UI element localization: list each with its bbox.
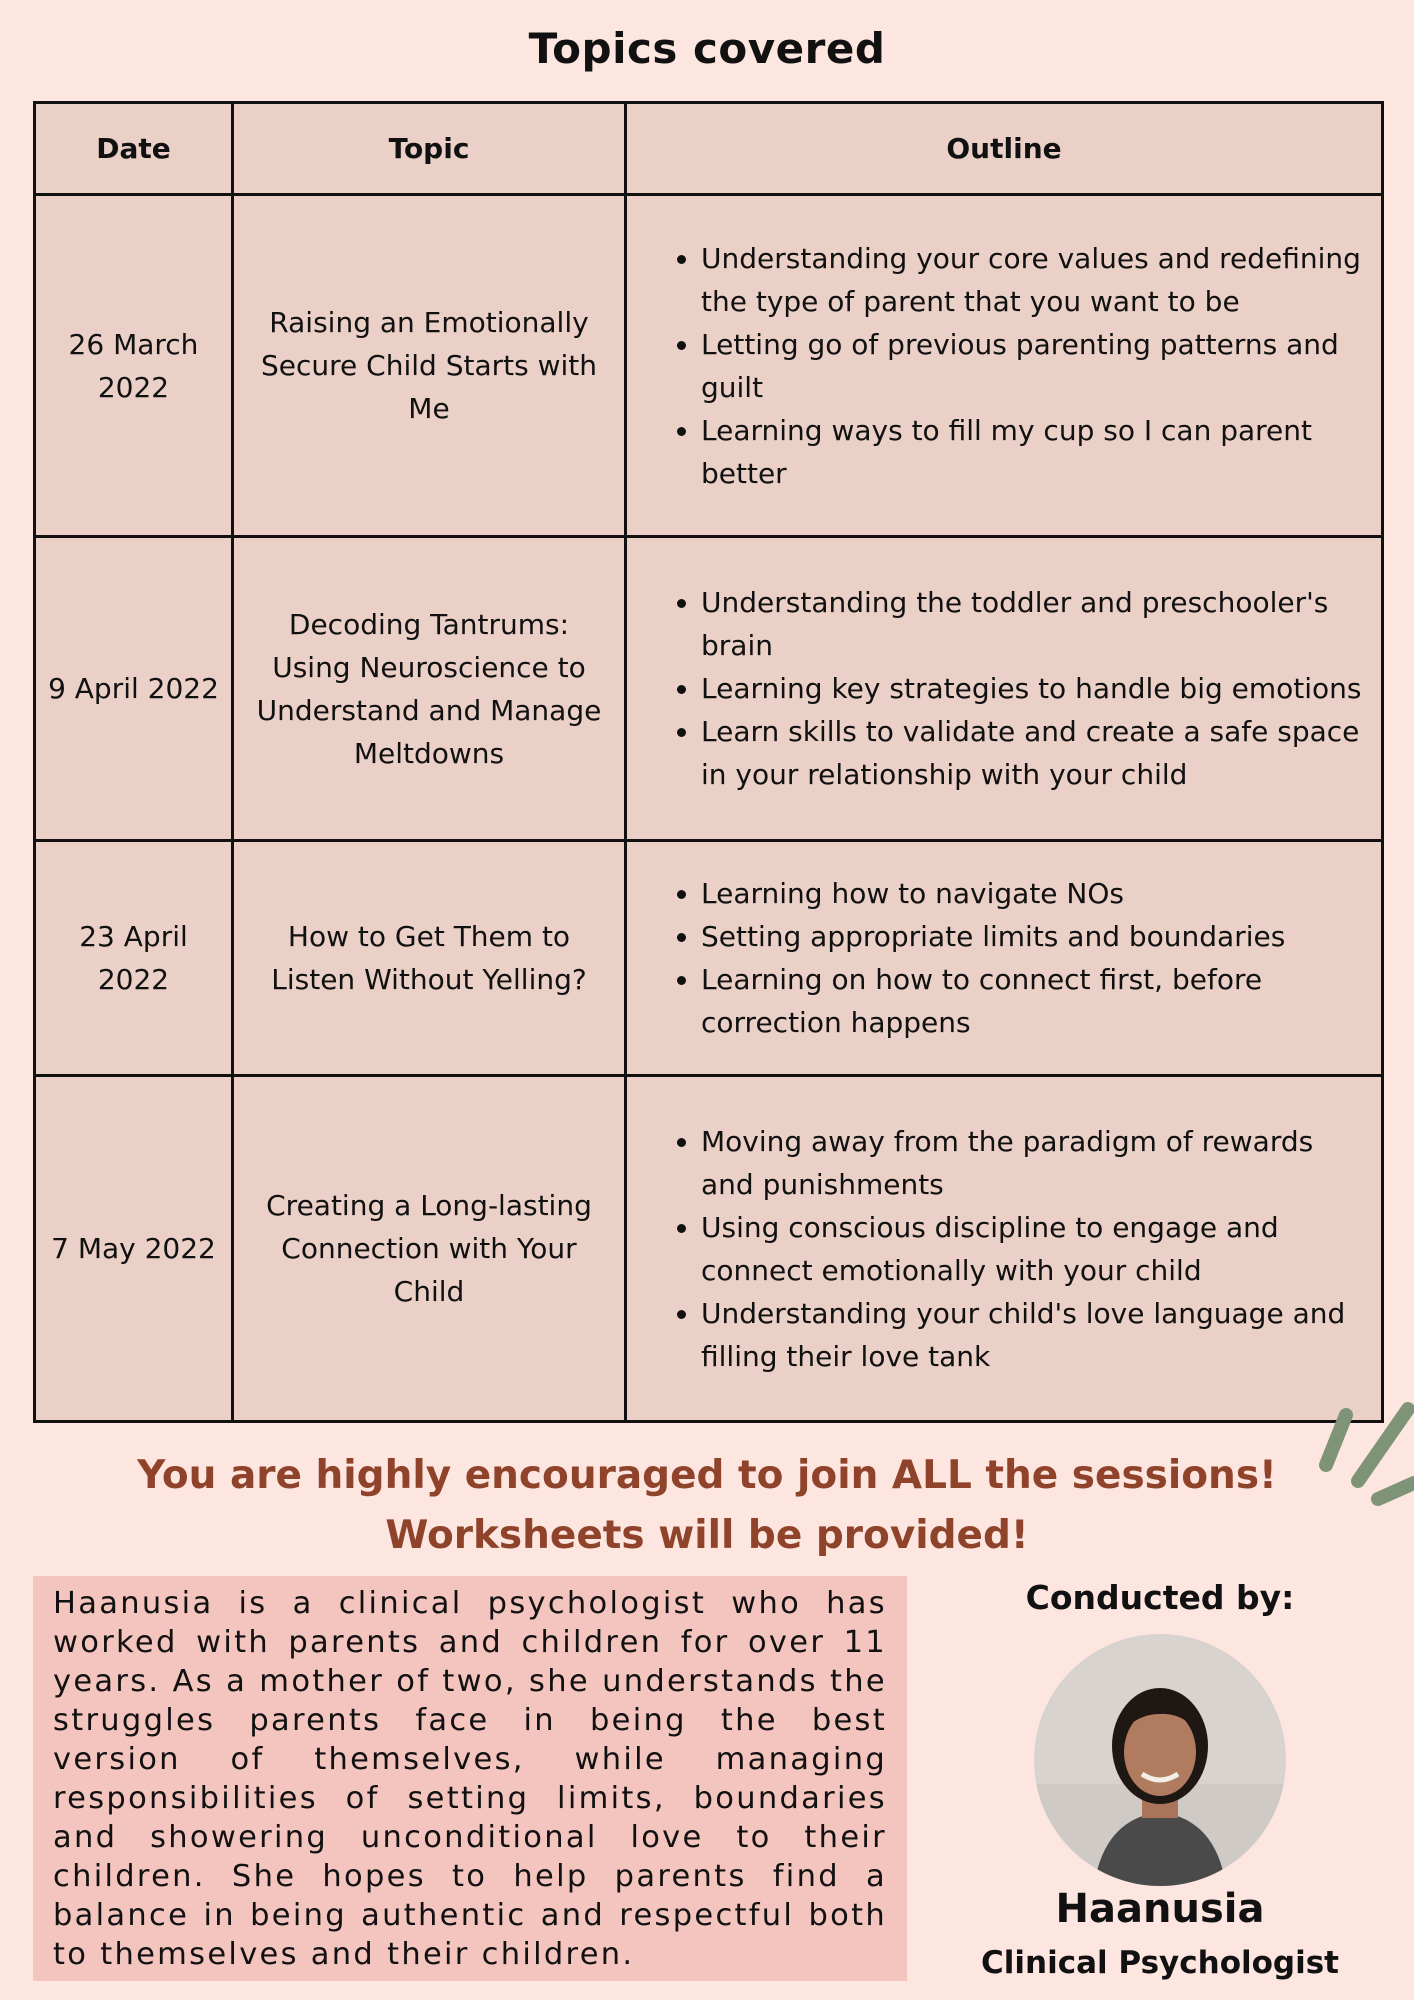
session-outline <box>626 841 1383 1076</box>
session-topic: Decoding Tantrums: Using Neuroscience to Understand and Manage Meltdowns <box>233 537 626 841</box>
outline-item: • Learning key strategies to handle big emotions <box>701 667 1367 710</box>
outline-item: • Understanding your core values and redefining the type of parent that you want to be <box>701 237 1367 323</box>
table-row <box>35 537 1383 841</box>
outline-item: • Understanding the toddler and preschooler's brain <box>701 581 1367 667</box>
session-outline <box>626 195 1383 537</box>
header-outline: Outline <box>626 103 1383 195</box>
header-topic: Topic <box>233 103 626 195</box>
session-date: 26 March 2022 <box>35 195 233 537</box>
presenter-bio: Haanusia is a clinical psychologist who has worked with parents and children for over 11 years. As a mother of two, she understands the struggles parents face in being the best version of themselves, while managing responsibilities of setting limits, boundaries and showering unconditional love to their children. She hopes to help parents find a balance in being authentic and respectful both to themselves and their children. <box>33 1576 907 1981</box>
session-outline <box>626 1076 1383 1422</box>
presenter-name: Haanusia <box>1055 1886 1265 1932</box>
session-topic: Raising an Emotionally Secure Child Starts with Me <box>233 195 626 537</box>
worksheets-line: Worksheets will be provided! <box>385 1513 1029 1558</box>
table-row <box>35 195 1383 537</box>
session-date: 9 April 2022 <box>35 537 233 841</box>
table-header-row <box>35 103 1383 195</box>
page-title: Topics covered <box>528 24 886 73</box>
outline-item: • Setting appropriate limits and boundaries <box>701 915 1367 958</box>
header-date: Date <box>35 103 233 195</box>
session-outline <box>626 537 1383 841</box>
session-date: 23 April 2022 <box>35 841 233 1076</box>
table-row <box>35 841 1383 1076</box>
outline-item: • Letting go of previous parenting patterns and guilt <box>701 323 1367 409</box>
outline-item: • Using conscious discipline to engage and connect emotionally with your child <box>701 1206 1367 1292</box>
outline-item: • Moving away from the paradigm of rewards and punishments <box>701 1120 1367 1206</box>
outline-item: • Understanding your child's love language and filling their love tank <box>701 1292 1367 1378</box>
session-topic: How to Get Them to Listen Without Yelling? <box>233 841 626 1076</box>
avatar <box>1034 1634 1286 1886</box>
topics-table <box>33 101 1384 1423</box>
presenter-role: Clinical Psychologist <box>981 1945 1339 1981</box>
session-date: 7 May 2022 <box>35 1076 233 1422</box>
outline-item: • Learning on how to connect first, before correction happens <box>701 958 1367 1044</box>
encouragement-banner <box>0 1446 1414 1566</box>
table-row <box>35 1076 1383 1422</box>
conducted-by-label: Conducted by: <box>1025 1578 1295 1617</box>
session-topic: Creating a Long-lasting Connection with Your Child <box>233 1076 626 1422</box>
encouragement-line: You are highly encouraged to join ALL the sessions! <box>137 1453 1277 1498</box>
outline-item: • Learning ways to fill my cup so I can parent better <box>701 409 1367 495</box>
outline-item: • Learn skills to validate and create a safe space in your relationship with your child <box>701 710 1367 796</box>
outline-item: • Learning how to navigate NOs <box>701 872 1367 915</box>
